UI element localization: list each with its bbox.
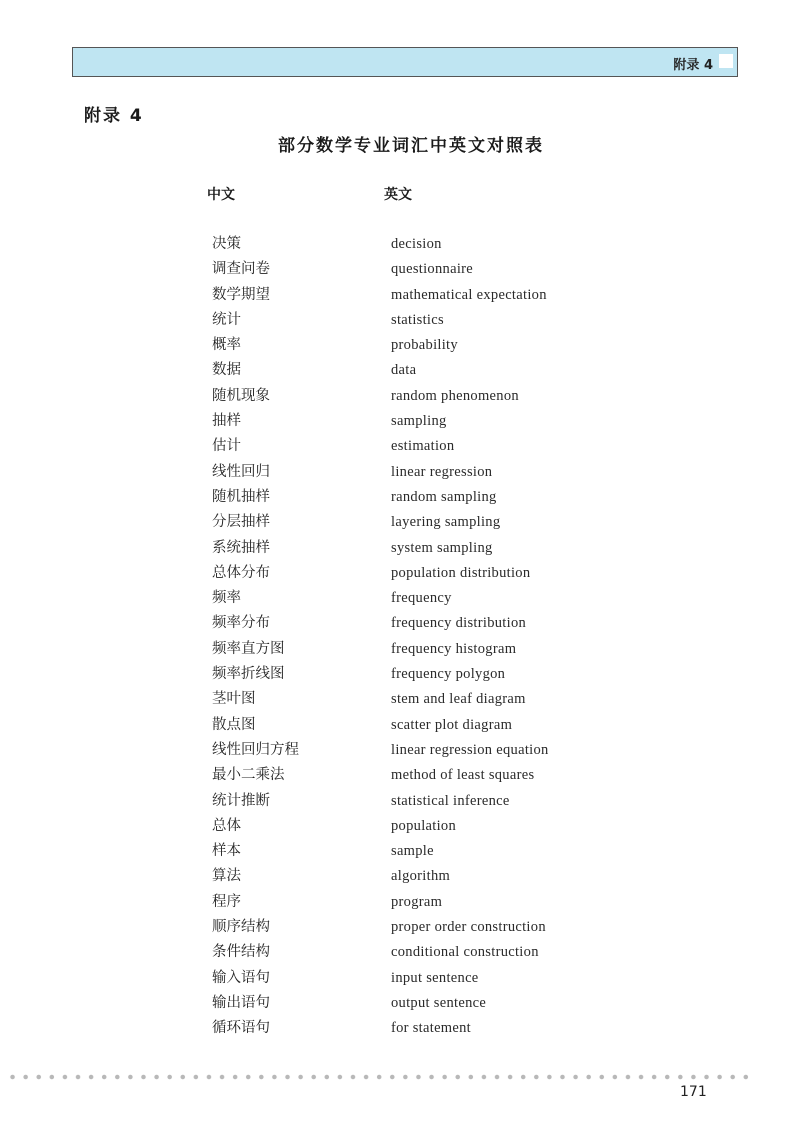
glossary-row [0,308,800,333]
term-chinese: 调查问卷 [212,261,270,278]
term-chinese: 决策 [212,236,241,252]
glossary-row [0,460,800,485]
term-english: statistical inference [391,792,510,809]
term-chinese: 频率 [212,590,241,607]
term-chinese: 循环语句 [212,1020,270,1037]
page-number: 171 [680,1084,707,1100]
term-chinese: 统计 [212,311,241,328]
term-english: method of least squares [391,767,535,784]
glossary-row [0,966,800,991]
glossary-row [0,358,800,383]
glossary-row [0,510,800,535]
glossary-row [0,384,800,409]
glossary-row [0,890,800,915]
term-chinese: 程序 [212,893,241,910]
term-english: linear regression equation [391,741,549,758]
term-chinese: 条件结构 [212,944,270,961]
glossary-row [0,839,800,864]
term-english: population [391,817,457,834]
term-chinese: 频率分布 [212,615,270,632]
glossary-row [0,257,800,282]
term-chinese: 系统抽样 [212,539,270,556]
glossary-row [0,409,800,434]
term-chinese: 输出语句 [212,994,270,1011]
term-english: frequency distribution [391,615,527,632]
term-chinese: 总体分布 [212,564,270,581]
glossary-list [0,232,800,1042]
term-english: scatter plot diagram [391,716,513,733]
term-chinese: 总体 [212,817,241,834]
glossary-row [0,434,800,459]
term-english: frequency histogram [391,640,517,657]
term-english: population distribution [391,564,531,581]
glossary-row [0,713,800,738]
glossary-row [0,283,800,308]
appendix-title: 附录 4 [84,106,144,126]
term-chinese: 散点图 [212,716,256,733]
glossary-row [0,561,800,586]
term-english: input sentence [391,969,479,986]
term-chinese: 概率 [212,337,241,354]
glossary-row [0,814,800,839]
header-appendix-label: 附录 4 [673,58,713,73]
term-english: algorithm [391,868,451,885]
column-header-english: 英文 [384,187,412,203]
term-chinese: 随机抽样 [212,488,270,505]
glossary-row [0,763,800,788]
chapter-header-bar [72,47,738,77]
term-chinese: 输入语句 [212,969,270,986]
term-english: decision [391,236,442,252]
term-english: frequency [391,590,452,607]
term-english: sampling [391,413,447,430]
term-chinese: 统计推断 [212,792,270,809]
term-english: stem and leaf diagram [391,691,526,708]
glossary-row [0,738,800,763]
header-square-marker [719,54,733,68]
term-english: layering sampling [391,514,501,531]
column-header-chinese: 中文 [207,187,235,203]
glossary-row [0,536,800,561]
term-chinese: 随机现象 [212,387,270,404]
glossary-row [0,662,800,687]
glossary-row [0,1016,800,1041]
term-chinese: 频率折线图 [212,666,285,683]
term-english: questionnaire [391,261,474,278]
term-english: data [391,362,417,379]
term-english: system sampling [391,539,493,556]
term-english: linear regression [391,463,493,480]
term-english: program [391,893,443,910]
glossary-row [0,333,800,358]
glossary-row [0,864,800,889]
term-chinese: 茎叶图 [212,691,256,708]
glossary-row [0,991,800,1016]
term-english: proper order construction [391,919,546,936]
term-chinese: 线性回归 [212,463,270,480]
term-chinese: 样本 [212,843,241,860]
term-chinese: 线性回归方程 [212,741,299,758]
term-english: probability [391,337,458,354]
term-english: output sentence [391,994,487,1011]
term-english: random phenomenon [391,387,519,404]
term-chinese: 估计 [212,438,241,455]
term-english: statistics [391,311,444,328]
term-english: sample [391,843,434,860]
glossary-row [0,586,800,611]
term-english: for statement [391,1020,471,1037]
table-title: 部分数学专业词汇中英文对照表 [278,136,544,156]
glossary-row [0,940,800,965]
glossary-row [0,687,800,712]
footer-dotted-divider [6,1073,751,1081]
term-chinese: 数据 [212,362,241,379]
term-english: random sampling [391,488,497,505]
glossary-row [0,611,800,636]
glossary-row [0,915,800,940]
term-chinese: 抽样 [212,413,241,430]
term-english: frequency polygon [391,666,506,683]
term-chinese: 最小二乘法 [212,767,285,784]
glossary-row [0,485,800,510]
term-english: mathematical expectation [391,286,547,303]
term-chinese: 分层抽样 [212,514,270,531]
term-chinese: 频率直方图 [212,640,285,657]
term-chinese: 数学期望 [212,286,270,303]
glossary-row [0,637,800,662]
term-english: conditional construction [391,944,539,961]
term-chinese: 顺序结构 [212,919,270,936]
glossary-row [0,232,800,257]
glossary-row [0,789,800,814]
term-chinese: 算法 [212,868,241,885]
term-english: estimation [391,438,455,455]
